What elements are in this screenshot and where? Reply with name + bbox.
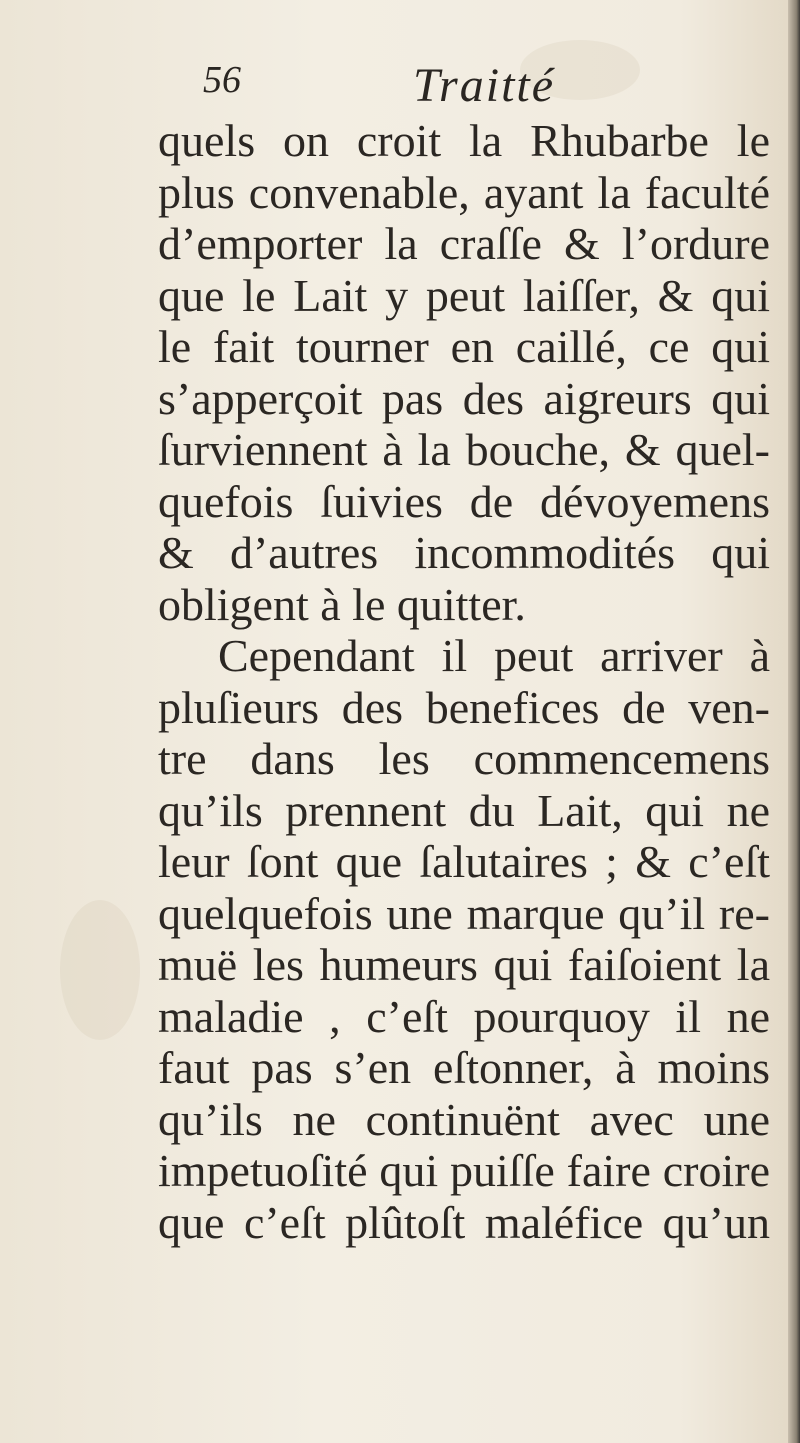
page-header bbox=[203, 58, 603, 118]
text-line: quelquefois une marque qu’il re- bbox=[158, 887, 770, 939]
text-line: pluſieurs des benefices de ven- bbox=[158, 681, 770, 733]
paper-stain bbox=[60, 900, 140, 1040]
text-line: leur ſont que ſalutaires ; & c’eſt bbox=[158, 836, 770, 887]
text-line: que le Lait y peut laiſſer, & qui bbox=[158, 269, 770, 321]
text-line: impetuoſité qui puiſſe faire croire bbox=[158, 1145, 770, 1196]
text-line: d’emporter la craſſe & l’ordure bbox=[158, 218, 770, 269]
text-line: le fait tourner en caillé, ce qui bbox=[158, 321, 770, 372]
text-line: obligent à le quitter. bbox=[158, 578, 526, 630]
text-line: ſurviennent à la bouche, & quel- bbox=[158, 424, 770, 475]
text-line: quefois ſuivies de dévoyemens bbox=[158, 475, 770, 527]
text-line: tre dans les commencemens bbox=[158, 733, 770, 784]
text-line: s’apperçoit pas des aigreurs qui bbox=[158, 372, 770, 424]
text-line: quels on croit la Rhubarbe le bbox=[158, 115, 770, 166]
body-text bbox=[158, 115, 770, 1248]
paragraph-start-line: Cependant il peut arriver à bbox=[218, 630, 770, 681]
text-line: qu’ils ne continuënt avec une bbox=[158, 1093, 770, 1145]
text-line: faut pas s’en eſtonner, à moins bbox=[158, 1042, 770, 1093]
text-line: & d’autres incommodités qui bbox=[158, 527, 770, 578]
text-line: maladie , c’eſt pourquoy il ne bbox=[158, 990, 770, 1042]
text-line: que c’eſt plûtoſt maléfice qu’un bbox=[158, 1196, 770, 1248]
running-title: Traitté bbox=[413, 59, 556, 112]
text-line: plus convenable, ayant la faculté bbox=[158, 166, 770, 218]
page-number: 56 bbox=[203, 59, 241, 101]
text-line: muë les humeurs qui faiſoient la bbox=[158, 939, 770, 990]
page-gutter-shadow bbox=[788, 0, 800, 1443]
text-line: qu’ils prennent du Lait, qui ne bbox=[158, 784, 770, 836]
